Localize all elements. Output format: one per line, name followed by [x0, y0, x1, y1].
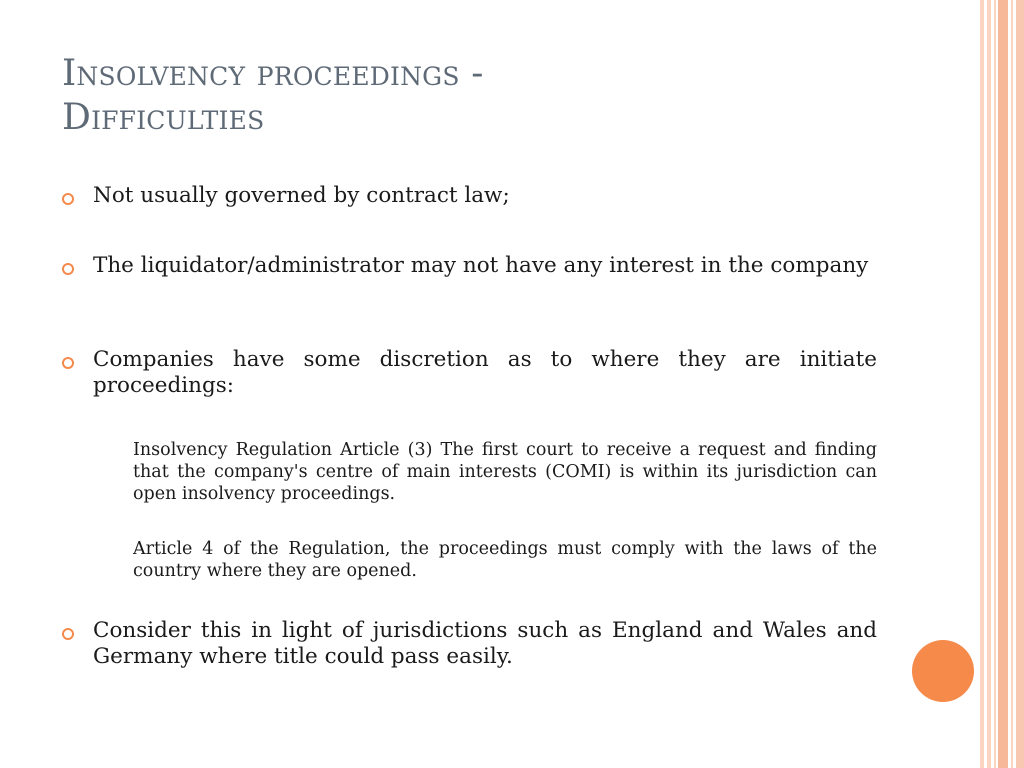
sub-item-text: Article 4 of the Regulation, the proceedings must comply with the laws of the country where they are opened. — [133, 539, 877, 581]
bullet-text: Not usually governed by contract law; — [93, 183, 510, 208]
bullet-marker-icon — [62, 263, 74, 275]
bullet-marker-icon — [62, 193, 74, 205]
bullet-marker-icon — [62, 357, 74, 369]
bullet-marker-icon — [62, 628, 74, 640]
slide-title — [62, 52, 882, 140]
decorative-stripes — [980, 0, 1024, 768]
sub-item-text: Insolvency Regulation Article (3) The first court to receive a request and finding that the company's centre of main interests (COMI) is within its jurisdiction can open insolvency proceedings. — [133, 440, 877, 504]
slide-title-line-2: Difficulties — [62, 97, 265, 138]
stripe — [1011, 0, 1013, 768]
stripe — [987, 0, 991, 768]
stripe — [994, 0, 996, 768]
slide-title-line-1: Insolvency proceedings - — [62, 53, 484, 94]
bullet-text: Consider this in light of jurisdictions such as England and Wales and Germany where title could pass easily. — [93, 618, 877, 669]
stripe — [998, 0, 1008, 768]
stripe — [980, 0, 984, 768]
bullet-text: The liquidator/administrator may not have any interest in the company — [93, 253, 869, 278]
decorative-circle — [912, 640, 974, 702]
bullet-text: Companies have some discretion as to where they are initiate proceedings: — [93, 347, 877, 398]
stripe — [1016, 0, 1024, 768]
